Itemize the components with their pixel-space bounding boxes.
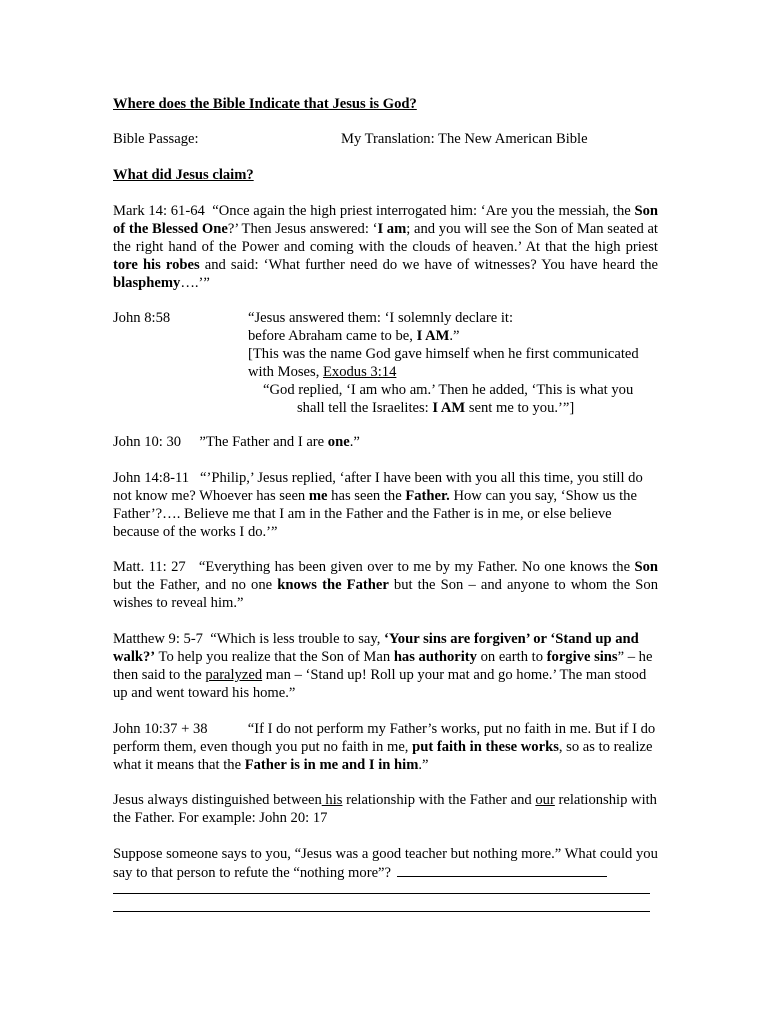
matthew9-text-5: man – ‘Stand up! Roll up your mat and go home.’ The man stood up and went toward his home.” (113, 667, 647, 701)
matt11-text-3: but the Son – and anyone to whom the Son wishes to reveal him.” (113, 577, 658, 611)
john148-text-3: How can you say, ‘Show us the Father’?…. Believe me that I am in the Father and the Father is in me, or else believe because of the works I do.’” (113, 488, 637, 540)
answer-line-1[interactable] (113, 893, 650, 894)
john148-ref: John 14:8-11 (113, 470, 190, 486)
mark-paragraph (113, 202, 658, 292)
john858-line-2 (248, 327, 658, 345)
john1030-ref: John 10: 30 (113, 434, 182, 450)
mark-text-2: ?’ Then Jesus answered: ‘ (227, 221, 378, 237)
mark-bold-1: Son of the Blessed One (113, 203, 658, 237)
matthew9-ref: Matthew 9: 5-7 (113, 631, 203, 647)
matt11-paragraph (113, 558, 658, 612)
matt11-text-1: “Everything has been given over to me by my Father. No one knows the (198, 559, 635, 575)
mark-text-5: ….’” (180, 275, 210, 291)
john858-line-5: “God replied, ‘I am who am.’ Then he added, ‘This is what you (263, 382, 634, 398)
john148-paragraph (113, 469, 658, 541)
john148-bold-2: Father. (405, 488, 450, 504)
passage-row (113, 130, 658, 148)
john1037-text-2: , so as to realize what it means that the (113, 739, 653, 773)
john1037-bold-2: Father is in me and I in him (244, 757, 419, 773)
matthew9-underline-1: paralyzed (205, 667, 263, 683)
mark-bold-4: blasphemy (113, 275, 181, 291)
john858-line-1: “Jesus answered them: ‘I solemnly declare it: (248, 310, 514, 326)
mark-ref: Mark 14: 61-64 (113, 203, 205, 219)
distinguish-underline-his: his (321, 792, 343, 808)
john1030-bold-1: one (327, 434, 350, 450)
answer-blank-inline[interactable] (397, 863, 607, 877)
john1037-text-1: “If I do not perform my Father’s works, put no faith in me. But if I do perform them, even though you put no faith in me, (113, 721, 656, 755)
john1037-bold-1: put faith in these works (412, 739, 559, 755)
suppose-text: Suppose someone says to you, “Jesus was a good teacher but nothing more.” What could you say to that person to refute the “nothing more”? (113, 846, 658, 881)
passage-label: Bible Passage: (113, 131, 199, 147)
john1037-text-3: .” (418, 757, 429, 773)
john1030-text-2: .” (349, 434, 360, 450)
john858-line-3: [This was the name God gave himself when he first communicated (248, 346, 639, 362)
matt11-bold-1: Son (634, 559, 658, 575)
answer-line-2[interactable] (113, 911, 650, 912)
john858-line-4a: with Moses, (248, 364, 323, 380)
john858-line-2a: before Abraham came to be, (248, 328, 417, 344)
distinguish-text-3: relationship with the Father. For example: John 20: 17 (113, 792, 657, 826)
john858-line-6c: sent me to you.’”] (465, 400, 575, 416)
matthew9-bold-1: ‘Your sins are forgiven’ or ‘Stand up and walk?’ (113, 631, 639, 665)
matt11-text-2: but the Father, and no one (113, 577, 278, 593)
section-title: What did Jesus claim? (113, 167, 254, 183)
distinguish-text-2: relationship with the Father and (342, 792, 536, 808)
john858-line-6b: I AM (432, 400, 466, 416)
matt11-ref: Matt. 11: 27 (113, 559, 186, 575)
john1030-paragraph (113, 433, 658, 451)
translation-label: My Translation: The New American Bible (341, 131, 588, 147)
mark-bold-2: I am (377, 221, 407, 237)
mark-text-3: ; and you will see the Son of Man seated at the right hand of the Power and coming with the clouds of heaven.’ At that the high priest (113, 221, 658, 255)
john858-line-2c: .” (449, 328, 460, 344)
john858-line-2b: I AM (416, 328, 450, 344)
exodus-link: Exodus 3:14 (323, 364, 397, 380)
suppose-paragraph (113, 845, 658, 882)
document-title: Where does the Bible Indicate that Jesus is God? (113, 96, 417, 112)
matthew9-bold-3: forgive sins (546, 649, 618, 665)
distinguish-text-1: Jesus always distinguished between (113, 792, 322, 808)
john858-line-4 (248, 363, 658, 381)
john148-text-1: “’Philip,’ Jesus replied, ‘after I have been with you all this time, you still do not know me? Whoever has seen (113, 470, 643, 504)
matthew9-bold-2: has authority (393, 649, 477, 665)
distinguish-paragraph (113, 791, 658, 827)
john1037-paragraph (113, 720, 658, 774)
john148-text-2: has seen the (327, 488, 406, 504)
matt11-bold-2: knows the Father (277, 577, 389, 593)
john148-bold-1: me (308, 488, 328, 504)
mark-text-1: “Once again the high priest interrogated him: ‘Are you the messiah, the (212, 203, 631, 219)
matthew9-text-1: “Which is less trouble to say, (210, 631, 385, 647)
matthew9-paragraph (113, 630, 658, 702)
john858-line-6a: shall tell the Israelites: (297, 400, 433, 416)
john1030-text-1: ”The Father and I are (199, 434, 328, 450)
john858-ref: John 8:58 (113, 310, 171, 326)
distinguish-underline-our: our (535, 792, 555, 808)
matthew9-text-3: on earth to (476, 649, 547, 665)
john858-line-6 (248, 399, 658, 417)
matthew9-text-2: To help you realize that the Son of Man (155, 649, 394, 665)
mark-text-4: and said: ‘What further need do we have of witnesses? You have heard the (199, 257, 658, 273)
john858-text (248, 309, 658, 417)
mark-bold-3: tore his robes (113, 257, 200, 273)
matthew9-text-4: ” – he then said to the (113, 649, 653, 683)
john1037-ref: John 10:37 + 38 (113, 721, 208, 737)
